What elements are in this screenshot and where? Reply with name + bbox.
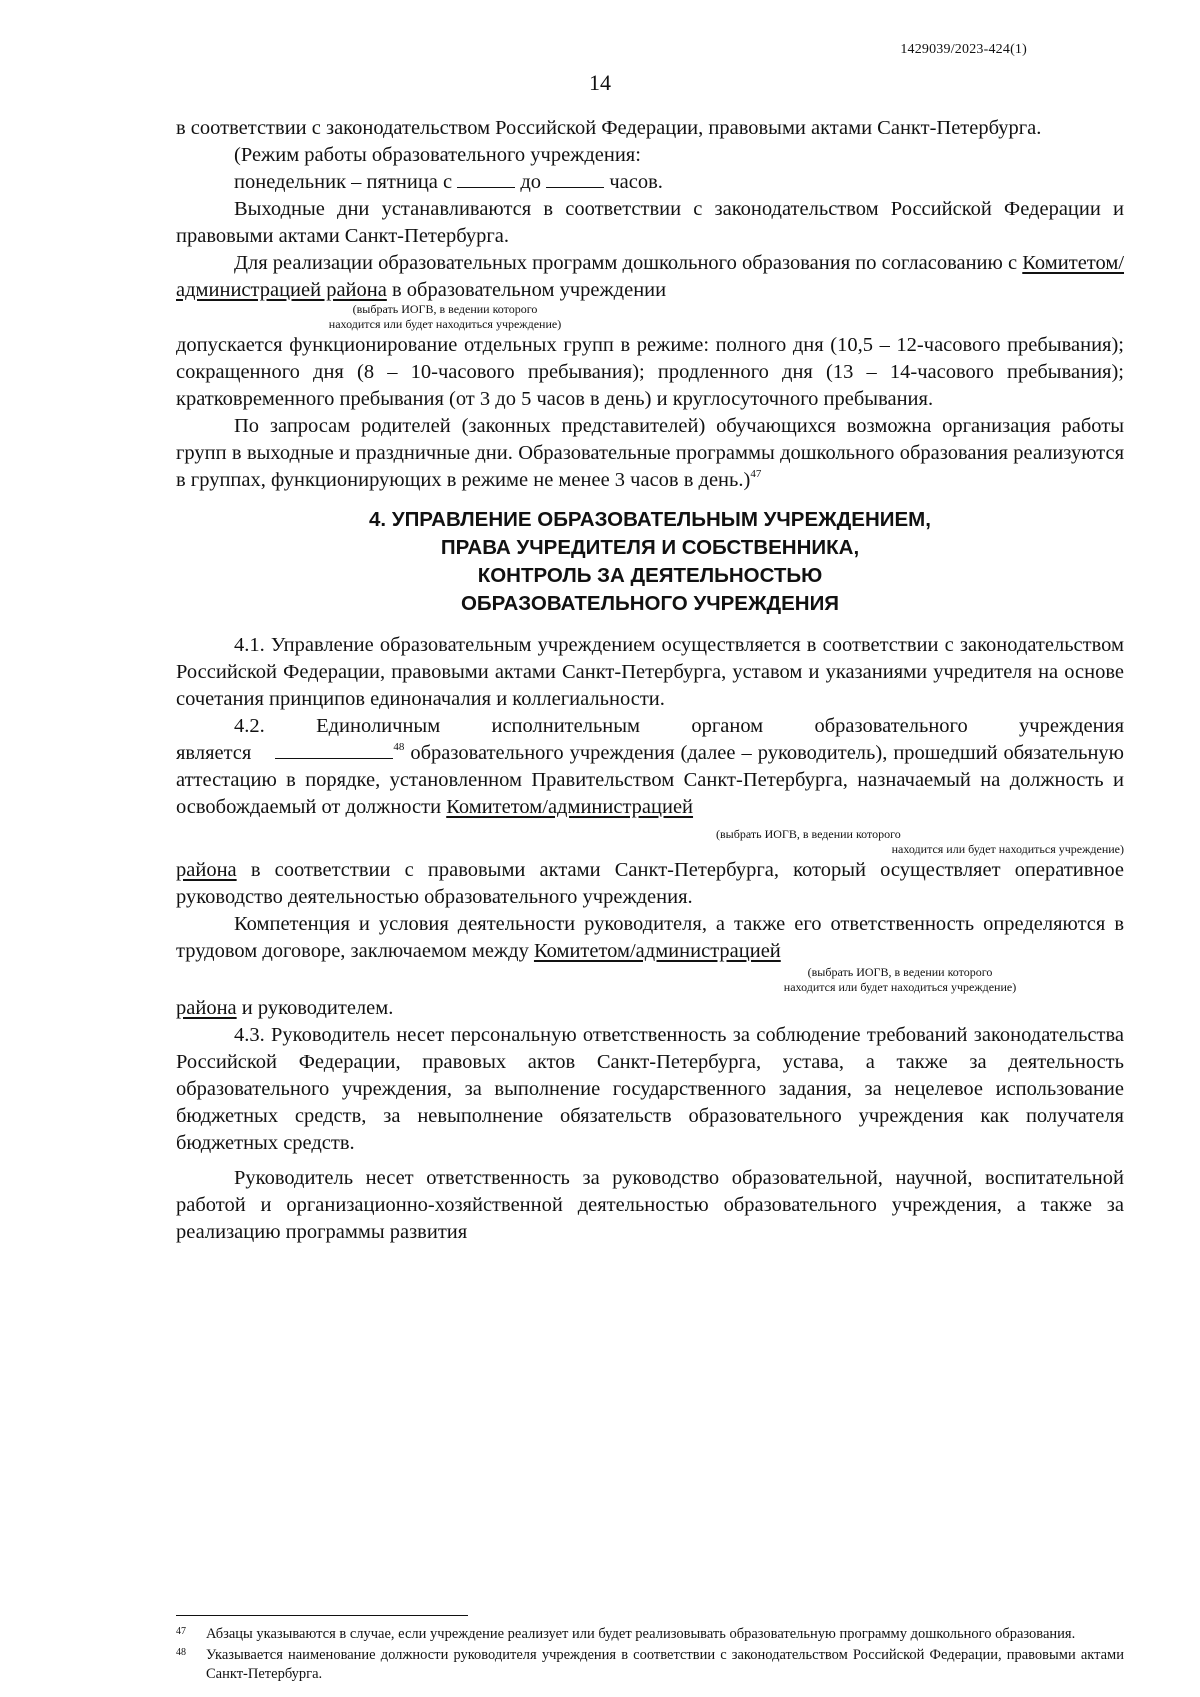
position-blank xyxy=(275,758,393,759)
clause-4-1: 4.1. Управление образовательным учреждением осуществляется в соответствии с законодательством Российской Федерации, правовыми актами Санкт-Петербурга, уставом и указаниями учредителя на основе сочетания принципов единоначалия и коллегиальности. xyxy=(176,634,1124,710)
paragraph-work-hours: понедельник – пятница с до часов. xyxy=(234,171,663,193)
footnote-48: 48 Указывается наименование должности руководителя учреждения в соответствии с законодательством Российской Федерации, правовыми актами Санкт-Петербурга. xyxy=(176,1647,1124,1682)
document-id: 1429039/2023-424(1) xyxy=(900,42,1027,57)
committee-placeholder-3: Комитетом/администрацией xyxy=(533,940,781,962)
paragraph-group-modes: допускается функционирование отдельных групп в режиме: полного дня (10,5 – 12-часового пребывания); сокращенного дня (8 – 10-часового пребывания); продленного дня (13 – 14-часового пребывания); кратковременного пребывания (от 3 до 5 часов в день) и круглосуточного пребывания. xyxy=(176,334,1124,410)
hours-to-blank xyxy=(546,187,604,188)
committee-placeholder-2: Комитетом/администрацией xyxy=(446,796,694,818)
clause-4-3: 4.3. Руководитель несет персональную ответственность за соблюдение требований законодательства Российской Федерации, правовых актов Санкт-Петербурга, устава, а также за деятельность образовательного учреждения, за выполнение государственного задания, за нецелевое использование бюджетных средств, за невыполнение обязательств образовательного учреждения как получателя бюджетных средств. xyxy=(176,1024,1124,1154)
footnote-separator xyxy=(176,1615,468,1616)
paragraph-preschool-programs: Для реализации образовательных программ дошкольного образования по согласованию с Комитетом/администрацией района в образовательном учреждении xyxy=(176,252,1125,301)
committee-placeholder: Комитетом/администрацией района xyxy=(176,252,1125,301)
clause-4-2-continued: района в соответствии с правовыми актами Санкт-Петербурга, который осуществляет оперативное руководство деятельностью образовательного учреждения. xyxy=(176,859,1125,908)
district-placeholder: района xyxy=(176,859,237,881)
page-number: 14 xyxy=(589,70,611,95)
paragraph-work-mode: (Режим работы образовательного учреждения: xyxy=(234,144,641,166)
paragraph-parents-request: По запросам родителей (законных представителей) обучающихся возможна организация работы групп в выходные и праздничные дни. Образовательные программы дошкольного образования реализуются в группах, функционирующих в режиме не менее 3 часов в день.)$^{47}$ xyxy=(176,415,1124,491)
committee-note-3: (выбрать ИОГВ, в ведении которого находится или будет находиться учреждение) xyxy=(783,965,1017,994)
clause-4-2: является $^{48}$ образовательного учреждения (далее – руководитель), прошедший обязательную аттестацию в порядке, установленном Правительством Санкт-Петербурга, назначаемый на должность и освобождаемый от должности Комитетом/администрацией xyxy=(176,741,1124,818)
paragraph-days-off: Выходные дни устанавливаются в соответствии с законодательством Российской Федерации и правовыми актами Санкт-Петербурга. xyxy=(176,198,1124,247)
section-heading: 4. УПРАВЛЕНИЕ ОБРАЗОВАТЕЛЬНЫМ УЧРЕЖДЕНИЕМ, ПРАВА УЧРЕДИТЕЛЯ И СОБСТВЕННИКА, КОНТРОЛЬ ЗА ДЕЯТЕЛЬНОСТЬЮ ОБРАЗОВАТЕЛЬНОГО УЧРЕЖДЕНИЯ xyxy=(369,508,931,615)
committee-note-2: (выбрать ИОГВ, в ведении которого находится или будет находиться учреждение) xyxy=(716,827,1124,856)
committee-note: (выбрать ИОГВ, в ведении которого находится или будет находиться учреждение) xyxy=(328,302,562,331)
clause-4-3-responsibility: Руководитель несет ответственность за руководство образовательной, научной, воспитательной работой и организационно-хозяйственной деятельностью образовательного учреждения, а также за реализацию программы развития xyxy=(176,1167,1124,1243)
paragraph-continuation: в соответствии с законодательством Российской Федерации, правовыми актами Санкт-Петербурга. xyxy=(176,117,1042,139)
clause-4-2-competence: Компетенция и условия деятельности руководителя, а также его ответственность определяются в трудовом договоре, заключаемом между Комитетом/администрацией xyxy=(176,913,1124,962)
hours-from-blank xyxy=(457,187,515,188)
footnotes xyxy=(176,1625,1124,1686)
clause-4-2-first-line: 4.2. Единоличным исполнительным органом образовательного учреждения xyxy=(234,715,1124,737)
clause-4-2-competence-end: района и руководителем. xyxy=(176,997,394,1019)
footnote-ref-48: 48 xyxy=(393,741,405,753)
footnote-ref-47: 47 xyxy=(750,468,762,480)
footnote-47: 47 Абзацы указываются в случае, если учреждение реализует или будет реализовывать образовательную программу дошкольного образования. xyxy=(176,1626,1076,1642)
district-placeholder-2: района xyxy=(176,997,237,1019)
document-body xyxy=(176,115,1124,1246)
